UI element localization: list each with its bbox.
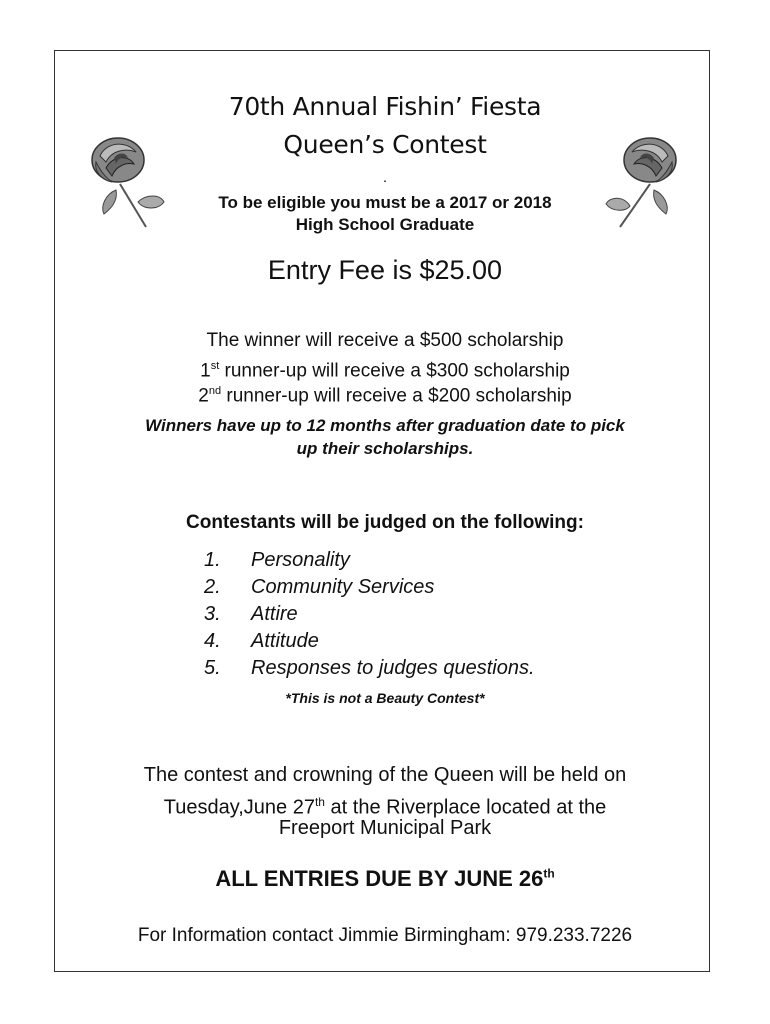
contest-info-line-2: Tuesday,June 27th at the Riverplace located at the [163,795,607,819]
entry-fee: Entry Fee is $25.00 [267,255,503,285]
prize-first-runner-up: 1st runner-up will receive a $300 scholarship [200,360,570,382]
contest-info-line-1: The contest and crowning of the Queen will be held on [143,764,627,786]
title-line-2: Queen’s Contest [283,130,487,159]
title-line-1: 70th Annual Fishin’ Fiesta [228,92,542,121]
winners-note-line-2: up their scholarships. [296,439,474,458]
dot-mark: . [383,174,387,185]
list-item: 4. Attitude [204,630,319,652]
contest-info-line-3: Freeport Municipal Park [278,817,492,839]
judged-heading: Contestants will be judged on the following: [186,512,584,533]
list-item: 1. Personality [204,549,350,571]
contact-info: For Information contact Jimmie Birmingham: 979.233.7226 [137,925,633,946]
eligibility-line-1: To be eligible you must be a 2017 or 2018 [218,193,552,212]
criteria-list [204,547,535,682]
list-item: 3. Attire [204,603,298,625]
list-item: 2. Community Services [204,576,435,598]
entries-due: ALL ENTRIES DUE BY JUNE 26th [215,866,555,891]
beauty-note: *This is not a Beauty Contest* [285,690,485,706]
winners-note-line-1: Winners have up to 12 months after graduation date to pick [145,416,625,435]
prize-winner: The winner will receive a $500 scholarship [206,330,564,351]
eligibility-line-2: High School Graduate [295,215,475,234]
prize-second-runner-up: 2nd runner-up will receive a $200 scholarship [198,385,572,407]
list-item: 5. Responses to judges questions. [204,657,535,679]
